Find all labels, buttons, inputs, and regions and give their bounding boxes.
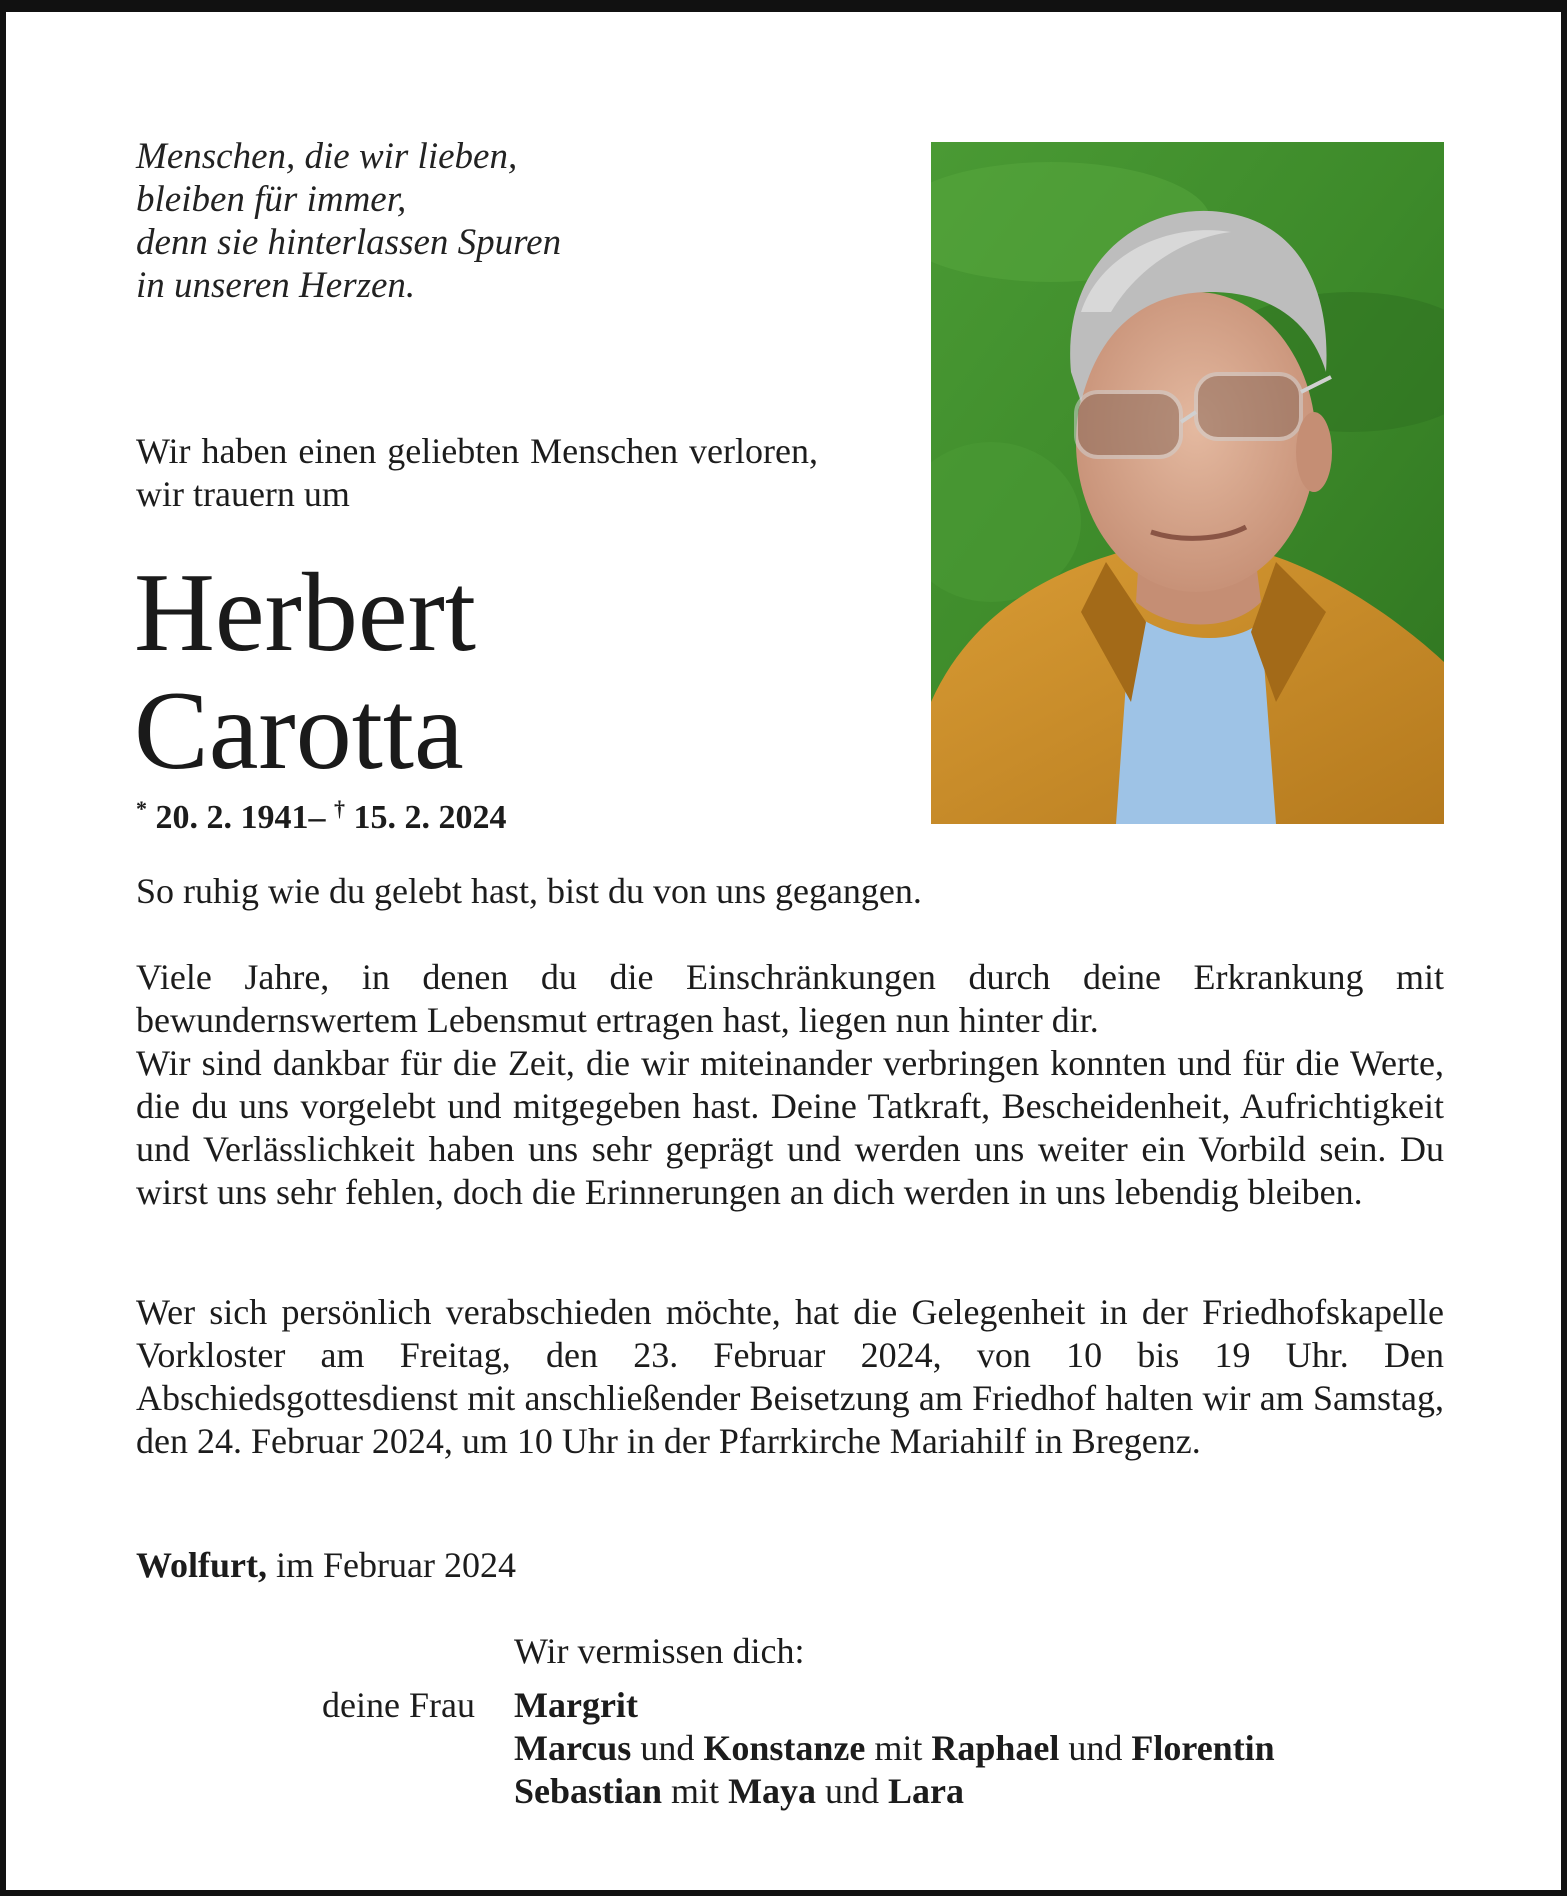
- paragraph-calm: So ruhig wie du gelebt hast, bist du von uns gegangen.: [136, 871, 922, 911]
- place-date: [136, 1544, 516, 1587]
- life-dates: [136, 789, 507, 838]
- mourner-row: [322, 1684, 1452, 1727]
- deceased-name: [134, 551, 477, 793]
- last-name: Carotta: [134, 669, 464, 793]
- mourner-row: [322, 1770, 1452, 1813]
- mourners-heading: Wir vermissen dich:: [514, 1631, 805, 1671]
- portrait-photo: [931, 142, 1444, 824]
- connector: und: [825, 1771, 880, 1811]
- paragraph-funeral-info: Wer sich persönlich verabschieden möchte, hat die Gelegenheit in der Friedhofskapelle Vorkloster am Freitag, den 23. Februar 2024, von 10 bis 19 Uhr. Den Abschiedsgottesdienst mit anschließender Beisetzung am Friedhof halten wir am Samstag, den 24. Februar 2024, um 10 Uhr in der Pfarrkirche Mariahilf in Bregenz.: [136, 1292, 1444, 1461]
- memorial-quote: [136, 135, 836, 307]
- intro-text: Wir haben einen geliebten Menschen verloren, wir trauern um: [136, 431, 818, 514]
- mourner-name: Raphael: [931, 1728, 1060, 1768]
- mourner-relation: deine Frau: [322, 1685, 475, 1725]
- date-separator: –: [308, 799, 326, 836]
- birth-symbol: *: [136, 796, 147, 821]
- mourner-name: Margrit: [514, 1685, 638, 1725]
- quote-line: bleiben für immer,: [136, 179, 407, 220]
- quote-line: in unseren Herzen.: [136, 265, 416, 306]
- quote-line: Menschen, die wir lieben,: [136, 136, 518, 177]
- death-date: 15. 2. 2024: [353, 799, 507, 836]
- mourner-name: Konstanze: [703, 1728, 866, 1768]
- mourner-name: Lara: [888, 1771, 965, 1811]
- mourner-name: Florentin: [1131, 1728, 1275, 1768]
- town: Wolfurt,: [136, 1545, 267, 1585]
- connector: und: [640, 1728, 695, 1768]
- first-name: Herbert: [134, 551, 477, 675]
- connector: und: [1068, 1728, 1123, 1768]
- mourner-name: Sebastian: [514, 1771, 663, 1811]
- mourner-row: [322, 1727, 1452, 1770]
- place-date-text: im Februar 2024: [276, 1545, 516, 1585]
- connector: mit: [874, 1728, 923, 1768]
- paragraph-thanks: Wir sind dankbar für die Zeit, die wir miteinander verbringen konnten und für die Werte, die du uns vorgelebt und mitgegeben hast. Deine Tatkraft, Bescheidenheit, Aufrichtigkeit und Verlässlichkeit haben uns sehr geprägt und werden uns weiter ein Vorbild sein. Du wirst uns sehr fehlen, doch die Erinnerungen an dich werden in uns lebendig bleiben.: [136, 1043, 1444, 1212]
- quote-line: denn sie hinterlassen Spuren: [136, 222, 562, 263]
- paragraph-years: Viele Jahre, in denen du die Einschränkungen durch deine Erkrankung mit bewundernswertem Lebensmut ertragen hast, liegen nun hinter dir.: [136, 957, 1444, 1040]
- death-symbol: †: [334, 796, 345, 821]
- birth-date: 20. 2. 1941: [155, 799, 309, 836]
- mourner-name: Marcus: [514, 1728, 632, 1768]
- mourner-name: Maya: [728, 1771, 817, 1811]
- connector: mit: [671, 1771, 720, 1811]
- mourners-list: [322, 1684, 1452, 1813]
